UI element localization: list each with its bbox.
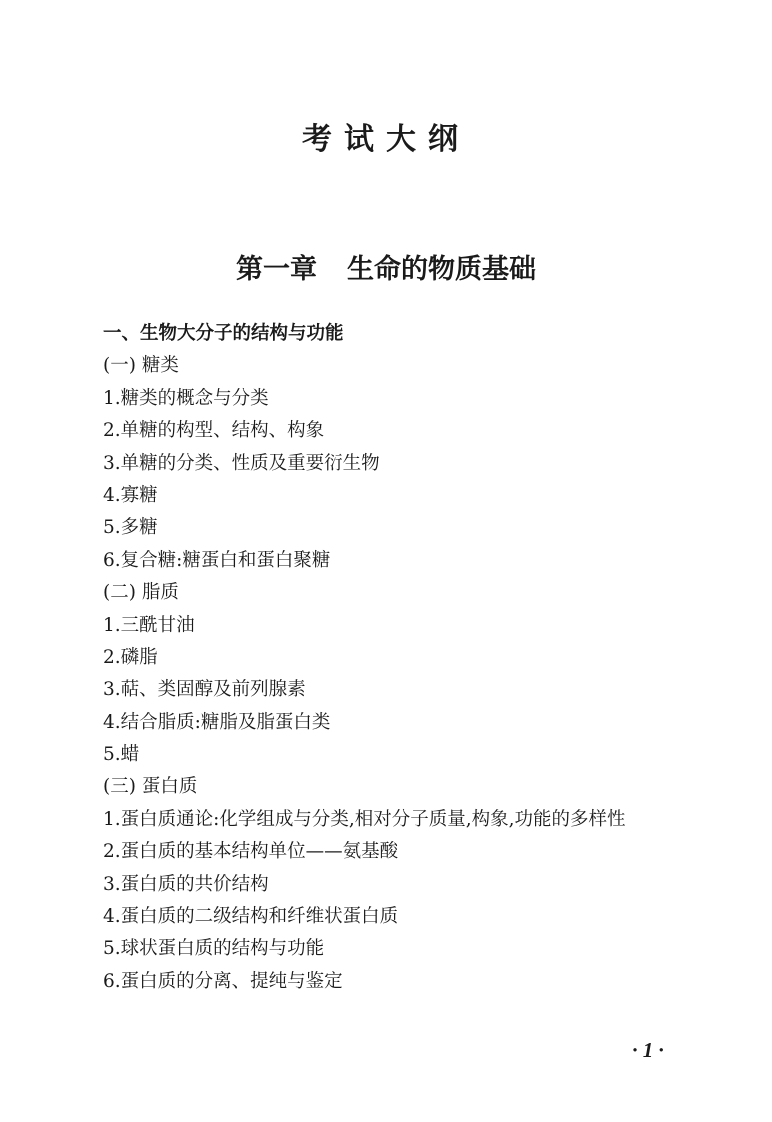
section-heading: 一、生物大分子的结构与功能 [103, 323, 344, 344]
list-item: 1.蛋白质通论:化学组成与分类,相对分子质量,构象,功能的多样性 [103, 808, 626, 830]
list-item: 5.球状蛋白质的结构与功能 [103, 938, 325, 960]
list-item: 5.蜡 [103, 744, 140, 766]
page-number: · 1 · [632, 1038, 664, 1062]
list-item: 2.磷脂 [103, 646, 158, 668]
list-item: 2.蛋白质的基本结构单位——氨基酸 [103, 841, 399, 863]
group-heading-lipids: (二) 脂质 [103, 582, 179, 604]
list-item: 4.蛋白质的二级结构和纤维状蛋白质 [103, 906, 399, 928]
chapter-name: 生命的物质基础 [347, 254, 536, 285]
list-item: 1.糖类的概念与分类 [103, 387, 269, 409]
outline-content [62, 318, 714, 998]
list-item: 6.复合糖:糖蛋白和蛋白聚糖 [103, 549, 331, 571]
list-item: 3.单糖的分类、性质及重要衍生物 [103, 452, 380, 474]
chapter-number: 第一章 [236, 254, 317, 285]
group-heading-carbohydrates: (一) 糖类 [103, 355, 179, 377]
list-item: 3.萜、类固醇及前列腺素 [103, 679, 306, 701]
list-item: 6.蛋白质的分离、提纯与鉴定 [103, 970, 343, 992]
list-item: 2.单糖的构型、结构、构象 [103, 420, 325, 442]
list-item: 4.结合脂质:糖脂及脂蛋白类 [103, 711, 331, 733]
list-item: 3.蛋白质的共价结构 [103, 873, 269, 895]
page-title: 考试大纲 [302, 122, 470, 157]
chapter-title [0, 250, 772, 290]
list-item: 1.三酰甘油 [103, 614, 195, 636]
list-item: 4.寡糖 [103, 484, 158, 506]
list-item: 5.多糖 [103, 517, 158, 539]
group-heading-proteins: (三) 蛋白质 [103, 776, 198, 798]
